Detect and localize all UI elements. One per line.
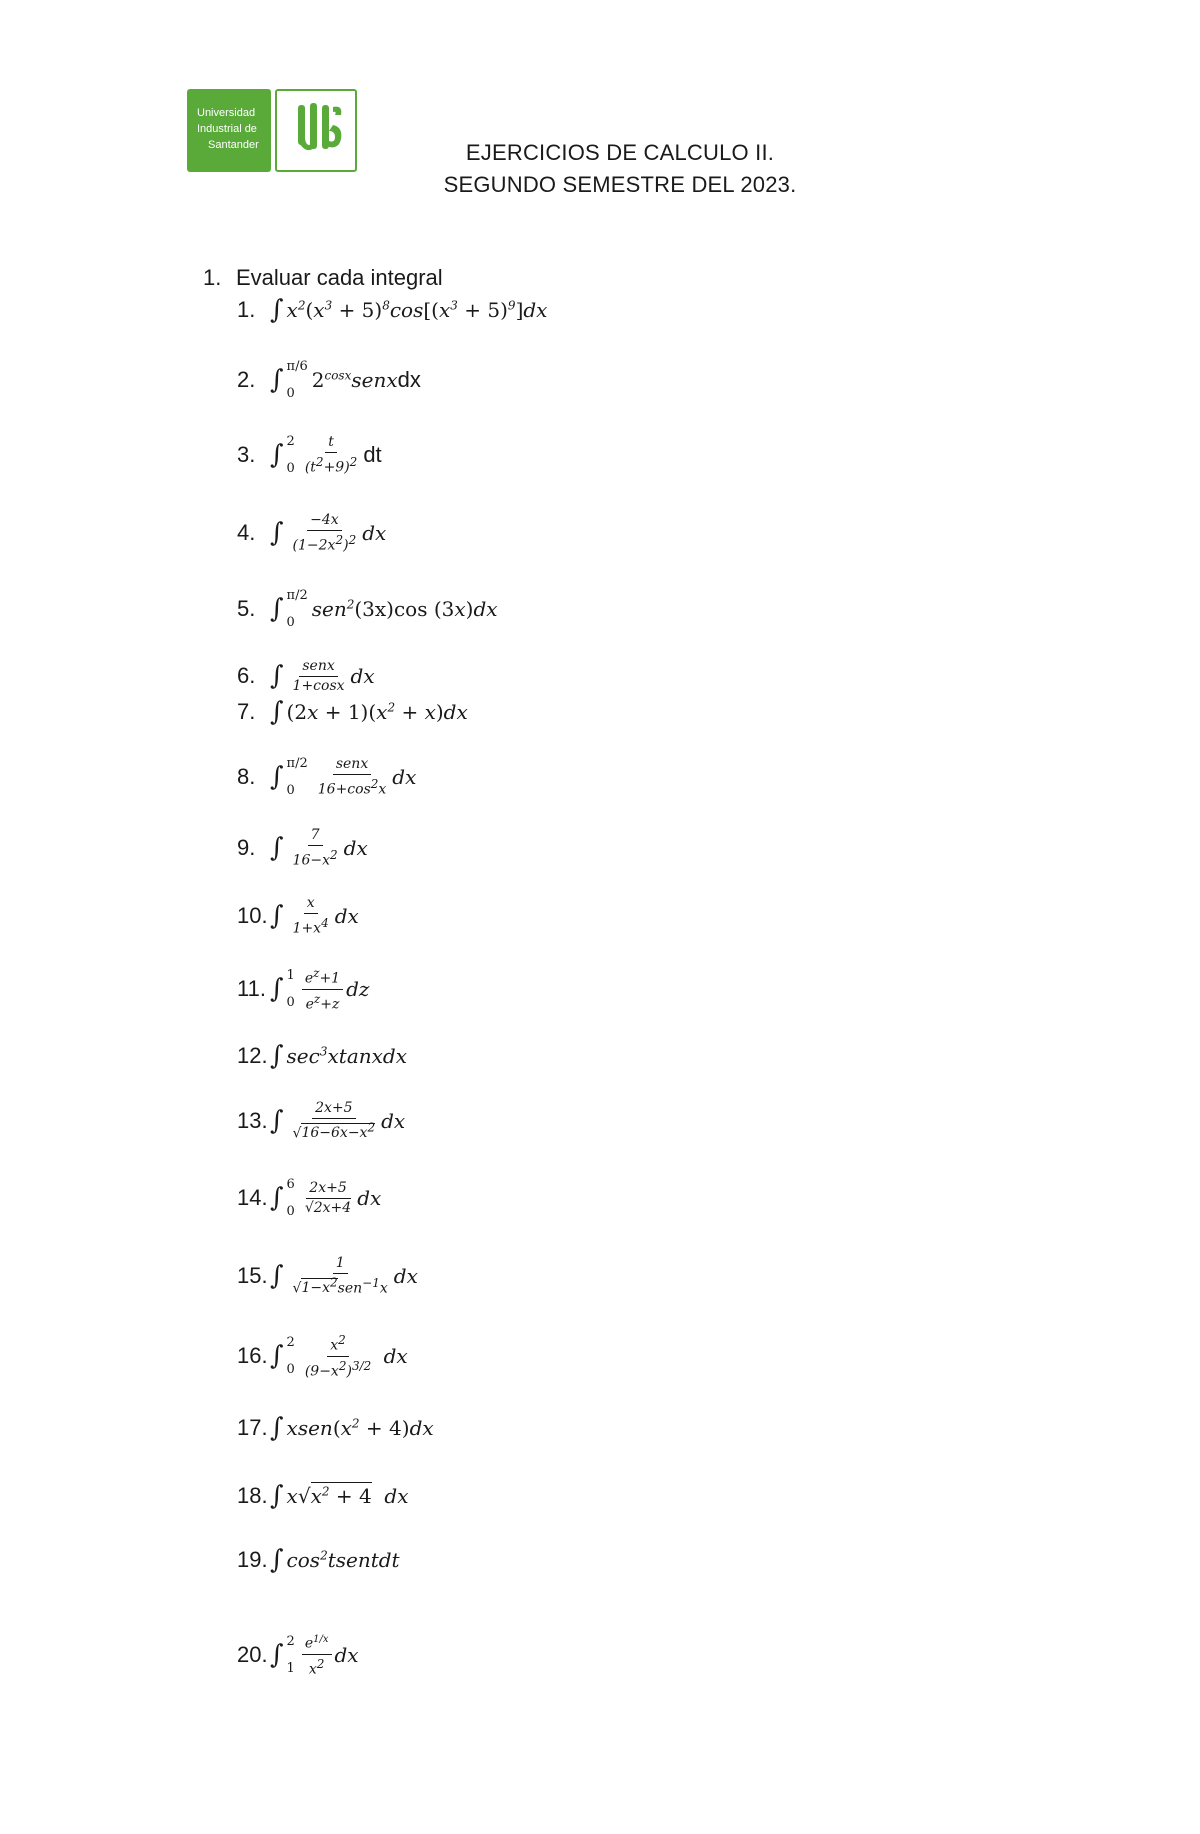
exercise-number: 14. [237, 1185, 268, 1210]
exercise-1: 1. ∫ $x^2(x^3 + 5)^8\cos[(x^3 + 5)^9]dx$ [237, 295, 548, 325]
exercise-number: 1. [237, 297, 256, 322]
exercise-12: 12. ∫ $\sec^3xtanxdx$ [237, 1041, 407, 1071]
exercise-8: 8. ∫ π/2 0 $\frac{\text{senx}}{16+\cos^2x}$ dx [237, 755, 417, 798]
exercise-number: 4. [237, 520, 256, 545]
exercise-number: 16. [237, 1343, 268, 1368]
exercise-17: 17. ∫ $xsen(x^2 + 4)dx$ [237, 1413, 434, 1443]
exercise-15: 15. ∫ $\frac{1}{√1-x^2sen^{-1}x}$ dx [237, 1254, 418, 1297]
exercise-10: 10. ∫ $\frac{x}{1+x^4}$ dx [237, 894, 359, 937]
exercise-18: 18. ∫ $x√x^2 + 4$ dx [237, 1481, 409, 1511]
exercise-19: 19. ∫ $\cos^2tsentdt$ [237, 1545, 400, 1575]
exercise-number: 6. [237, 663, 256, 688]
exercise-5: 5. ∫ π/2 0 sen$^2$(3x)cos (3x)dx [237, 588, 498, 630]
exercise-number: 19. [237, 1547, 268, 1572]
exercise-16: 16. ∫ 2 0 $\frac{x^2}{(9-x^2)^{3/2}}$ dx [237, 1332, 408, 1380]
exercise-number: 15. [237, 1263, 268, 1288]
exercise-number: 3. [237, 442, 256, 467]
exercise-number: 7. [237, 699, 256, 724]
exercise-4: 4. ∫ $\frac{-4x}{(1-2x^2)^2}$ dx [237, 511, 387, 554]
section-title: Evaluar cada integral [236, 265, 443, 290]
logo-line-1: Universidad [197, 107, 256, 119]
exercise-number: 11. [237, 976, 266, 1001]
exercise-13: 13. ∫ $\frac{2x+5}{√16-6x-x^2}$ dx [237, 1099, 406, 1142]
section-number: 1. [203, 265, 222, 290]
page-title: EJERCICIOS DE CALCULO II. [465, 140, 775, 165]
exercise-number: 2. [237, 367, 256, 392]
page-subtitle: SEGUNDO SEMESTRE DEL 2023. [443, 172, 797, 197]
exercise-number: 9. [237, 835, 256, 860]
exercise-14: 14. ∫ 6 0 $\frac{2x+5}{√2x+4}$ dx [237, 1177, 382, 1219]
exercise-number: 13. [237, 1108, 268, 1133]
exercise-number: 12. [237, 1043, 268, 1068]
exercise-20: 20. ∫ 2 1 $\frac{e^{1/x}}{x^2}$ dx [237, 1625, 359, 1685]
exercise-7: 7. ∫ $(2x + 1)(x^2 + x)dx$ [237, 697, 468, 727]
exercise-number: 5. [237, 596, 256, 621]
exercise-number: 18. [237, 1483, 268, 1508]
exercise-11: 11. ∫ 1 0 $\frac{e^z+1}{e^z+z}$ dz [237, 965, 370, 1013]
exercise-number: 20. [237, 1642, 268, 1667]
exercise-9: 9. ∫ $\frac{7}{16-x^2}$ dx [237, 826, 368, 869]
logo-line-2: Industrial de [197, 123, 257, 135]
logo-line-3: Santander [208, 139, 259, 151]
exercise-number: 8. [237, 764, 256, 789]
exercise-3: 3. ∫ 2 0 $\frac{t}{(t^2+9)^2}$ dt [237, 433, 382, 476]
exercise-number: 17. [237, 1415, 268, 1440]
exercise-number: 10. [237, 903, 268, 928]
exercise-6: 6. ∫ $\frac{\text{senx}}{1+\cos x}$ dx [237, 657, 375, 694]
exercise-2: 2. ∫ π/6 0 $2^{cosx}senx$ dx [237, 359, 421, 401]
